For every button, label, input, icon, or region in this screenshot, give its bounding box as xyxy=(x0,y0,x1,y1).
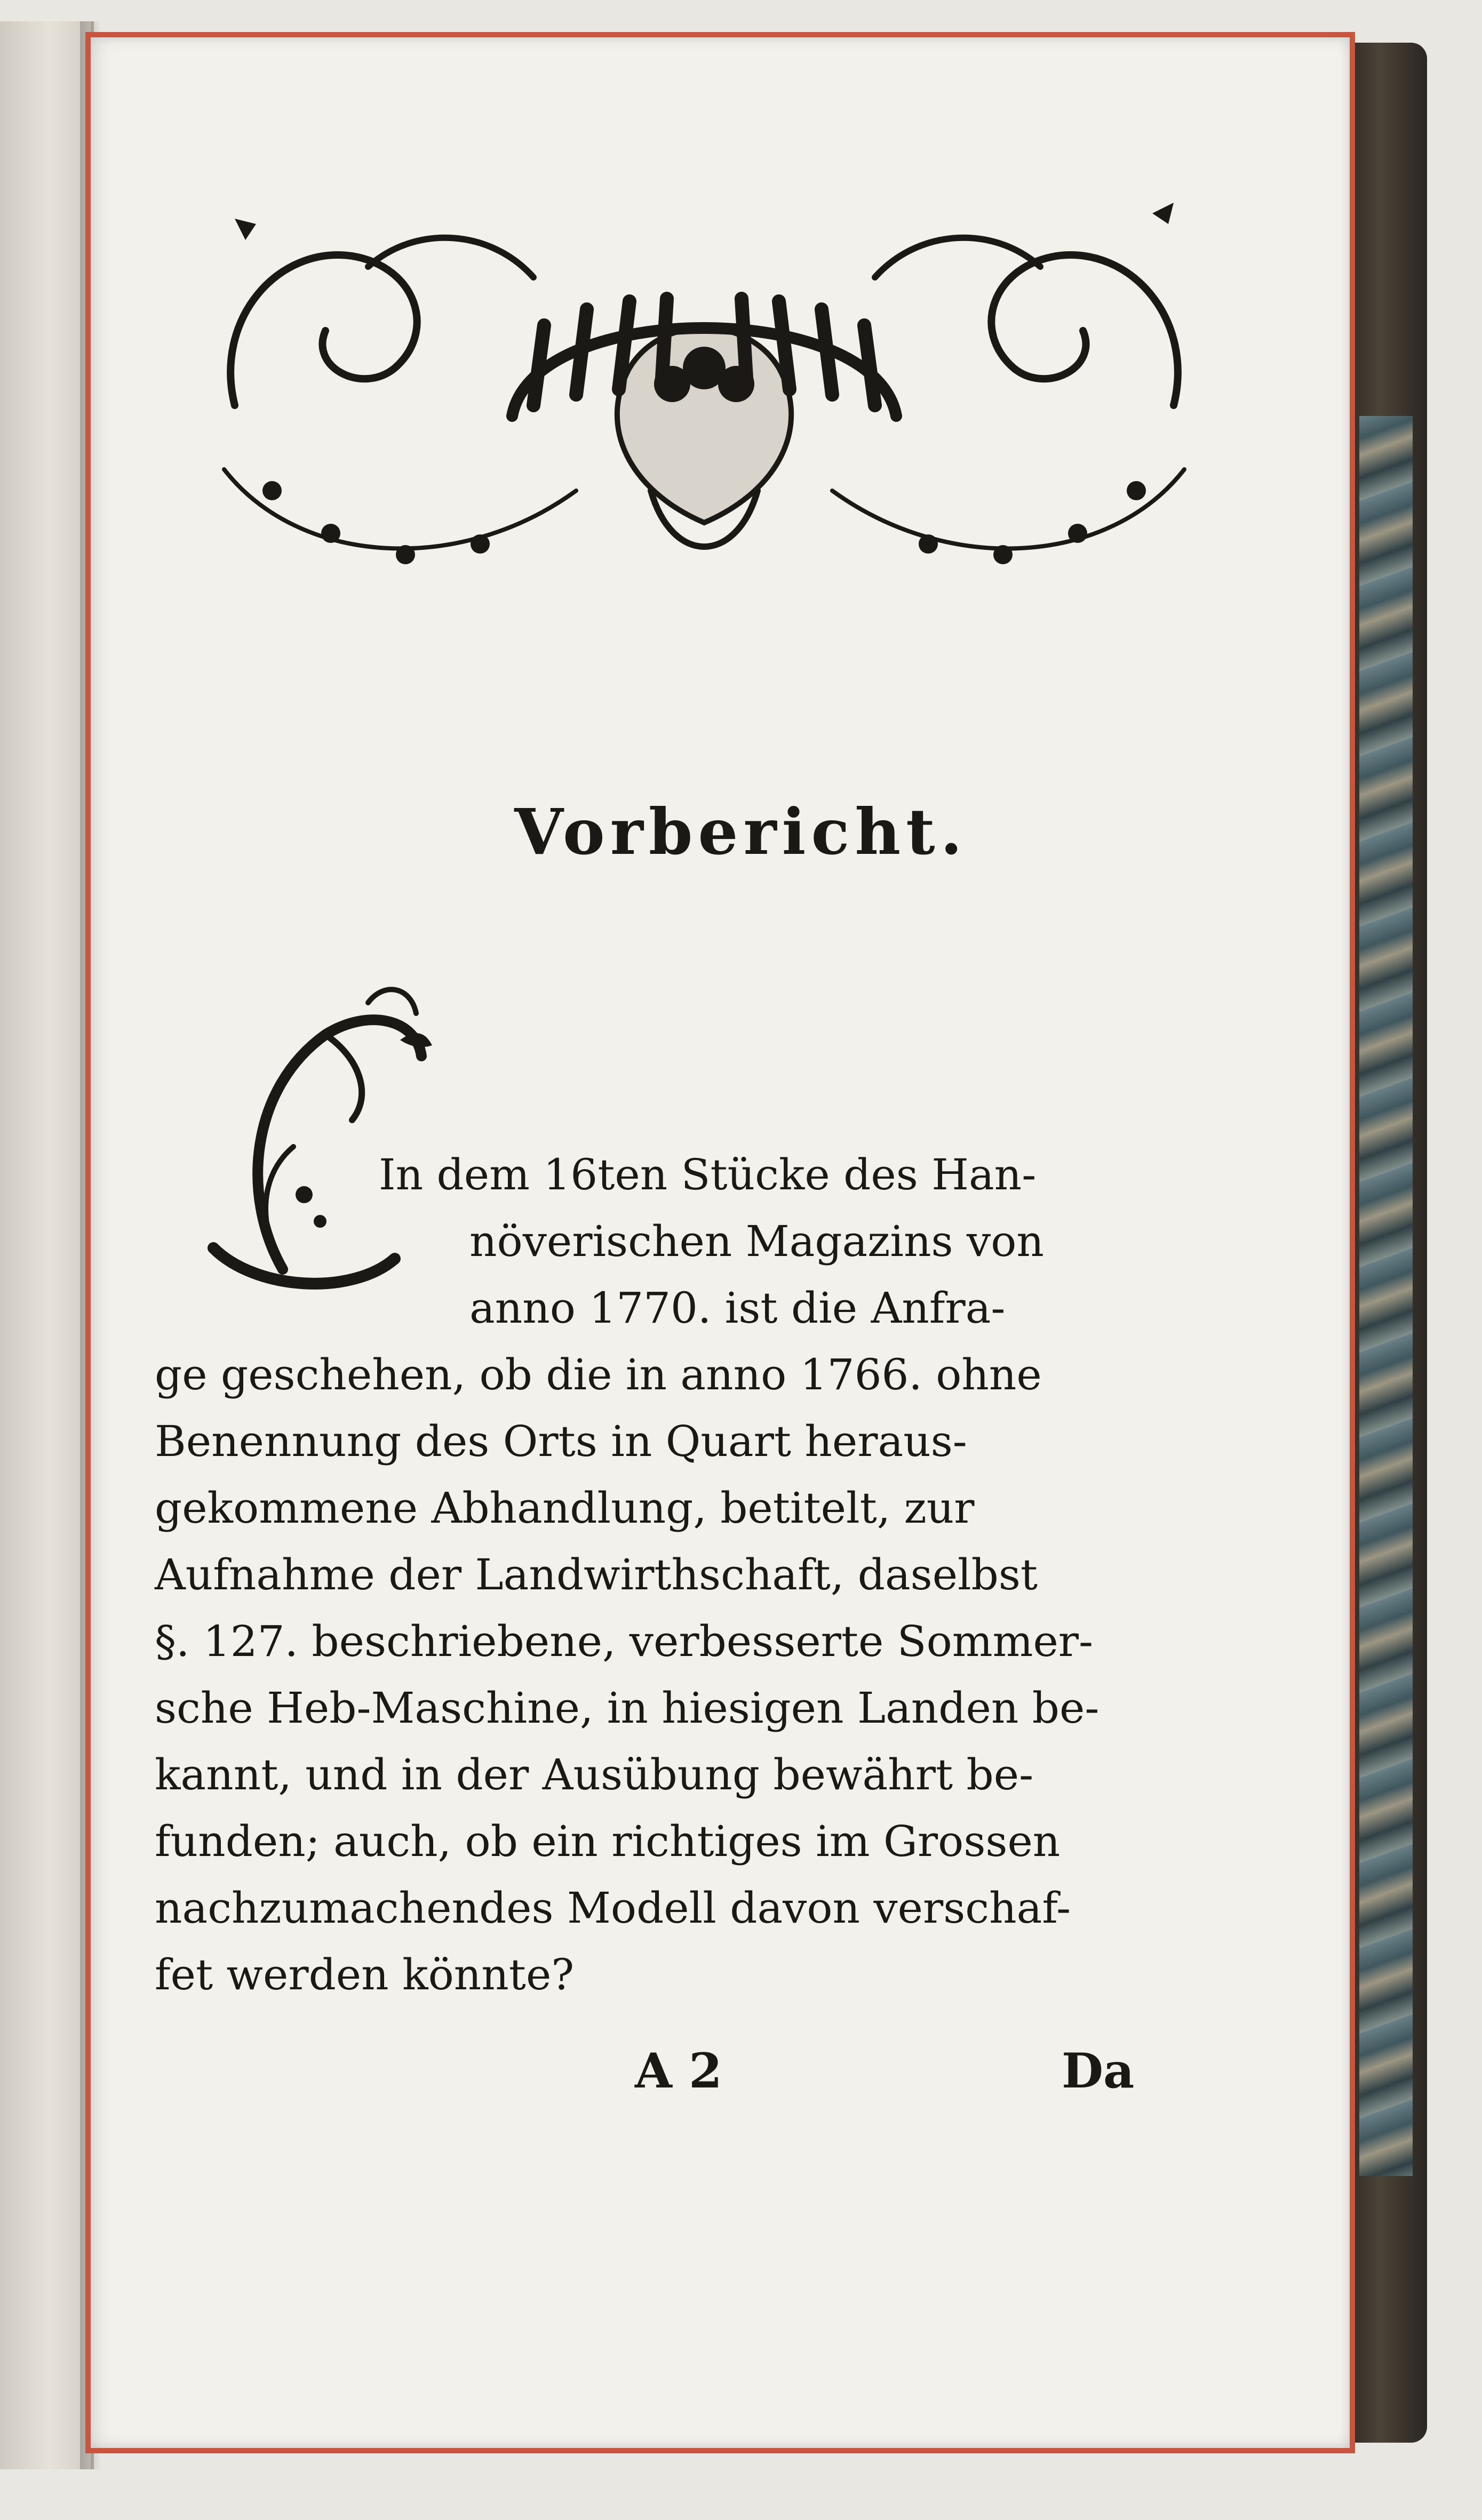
paragraph-line: funden; auch, ob ein richtiges im Grossen xyxy=(155,1817,1061,1866)
signature-mark: A 2 xyxy=(635,2043,722,2099)
paragraph-line: fet werden könnte? xyxy=(155,1950,575,1999)
paragraph-line: sche Heb-Maschine, in hiesigen Landen be- xyxy=(155,1683,1099,1733)
marbled-cover-edge xyxy=(1359,416,1413,2176)
paragraph-line: kannt, und in der Ausübung bewährt be- xyxy=(155,1750,1034,1799)
paragraph-line: anno 1770. ist die Anfra- xyxy=(469,1283,1006,1333)
page-heading: Vorbericht. xyxy=(514,795,968,869)
paragraph-line: növerischen Magazins von xyxy=(469,1217,1044,1266)
paragraph-line: nachzumachendes Modell davon verschaf- xyxy=(155,1883,1071,1933)
catchword: Da xyxy=(1062,2043,1135,2099)
paragraph-line: Benennung des Orts in Quart heraus- xyxy=(155,1417,967,1466)
paragraph-line: Aufnahme der Landwirthschaft, daselbst xyxy=(155,1550,1038,1599)
paragraph-line: In dem 16ten Stücke des Han- xyxy=(379,1150,1037,1199)
paragraph-line: §. 127. beschriebene, verbesserte Sommer- xyxy=(155,1617,1094,1666)
floral-headpiece-ornament xyxy=(192,192,1216,597)
paragraph-line: ge geschehen, ob die in anno 1766. ohne xyxy=(155,1350,1042,1399)
paragraph-line: gekommene Abhandlung, betitelt, zur xyxy=(155,1483,975,1533)
decorated-initial-ornament xyxy=(192,971,437,1301)
